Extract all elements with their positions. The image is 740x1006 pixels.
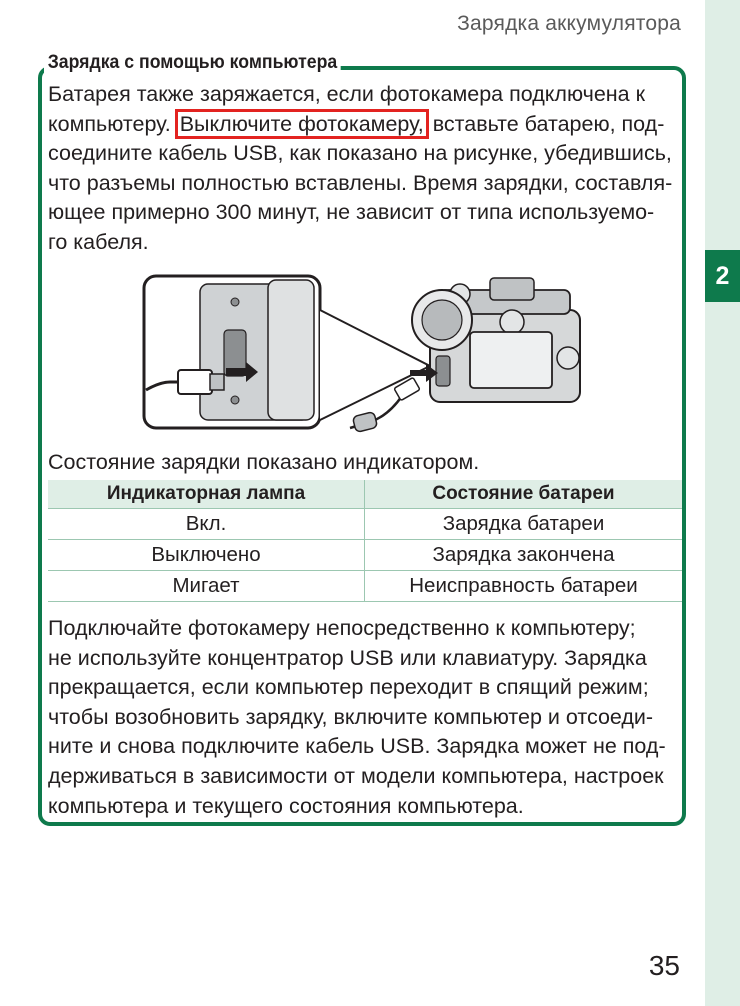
table-row	[48, 509, 682, 540]
text-line: ющее примерно 300 минут, не зависит от типа используемо-	[48, 200, 655, 225]
text-line: компьютера и текущего состояния компьютера.	[48, 793, 524, 818]
notes-paragraph	[48, 614, 684, 821]
table-cell: Вкл.	[48, 509, 365, 540]
text-line: Батарея также заряжается, если фотокамера подключена к	[48, 82, 645, 106]
chapter-tab[interactable]: 2	[705, 250, 740, 302]
text-line: что разъемы полностью вставлены. Время зарядки, составля-	[48, 170, 673, 195]
text-line: не используйте концентратор USB или клавиатуру. Зарядка	[48, 645, 647, 670]
usb-connection-illustration	[140, 270, 600, 440]
lens-inner-icon	[422, 300, 462, 340]
text-line: прекращается, если компьютер переходит в спящий режим;	[48, 675, 649, 700]
section-title: Зарядка с помощью компьютера	[44, 52, 341, 74]
page-number: 35	[648, 950, 680, 981]
text-line: го кабеля.	[48, 229, 149, 254]
screw-icon	[231, 298, 239, 306]
table-cell: Зарядка закончена	[365, 540, 683, 571]
side-strip	[705, 0, 740, 1006]
usb-plug-tip	[210, 374, 224, 390]
status-intro: Состояние зарядки показано индикатором.	[48, 450, 480, 474]
text-line: чтобы возобновить зарядку, включите компьютер и отсоеди-	[48, 704, 654, 729]
text-fragment: вставьте батарею, под-	[432, 111, 665, 136]
text-line: соедините кабель USB, как показано на рисунке, убедившись,	[48, 141, 672, 166]
running-head: Зарядка аккумулятора	[457, 12, 681, 35]
camera-port	[436, 356, 450, 386]
viewfinder	[490, 278, 534, 300]
column-header: Индикаторная лампа	[48, 480, 365, 509]
table-header-row	[48, 480, 682, 509]
table-cell: Зарядка батареи	[365, 509, 683, 540]
table-cell: Выключено	[48, 540, 365, 571]
table-row	[48, 571, 682, 602]
ferrite-core	[352, 412, 377, 433]
port-cover	[268, 280, 314, 420]
table-row	[48, 540, 682, 571]
dpad-icon	[557, 347, 579, 369]
column-header: Состояние батареи	[365, 480, 683, 509]
text-line: Подключайте фотокамеру непосредственно к компьютеру;	[48, 616, 636, 640]
text-line	[48, 110, 684, 140]
table-cell: Неисправность батареи	[365, 571, 683, 602]
text-line: ните и снова подключите кабель USB. Зарядка может не под-	[48, 734, 666, 759]
intro-paragraph	[48, 80, 684, 258]
eyepiece-icon	[500, 310, 524, 334]
text-fragment: компьютеру.	[48, 111, 171, 136]
screw-icon	[231, 396, 239, 404]
table-cell: Мигает	[48, 571, 365, 602]
highlighted-instruction: Выключите фотокамеру,	[175, 109, 429, 139]
camera-lcd	[470, 332, 552, 388]
indicator-table	[48, 480, 682, 602]
text-line: держиваться в зависимости от модели компьютера, настроек	[48, 763, 664, 788]
usb-plug-body	[178, 370, 212, 394]
